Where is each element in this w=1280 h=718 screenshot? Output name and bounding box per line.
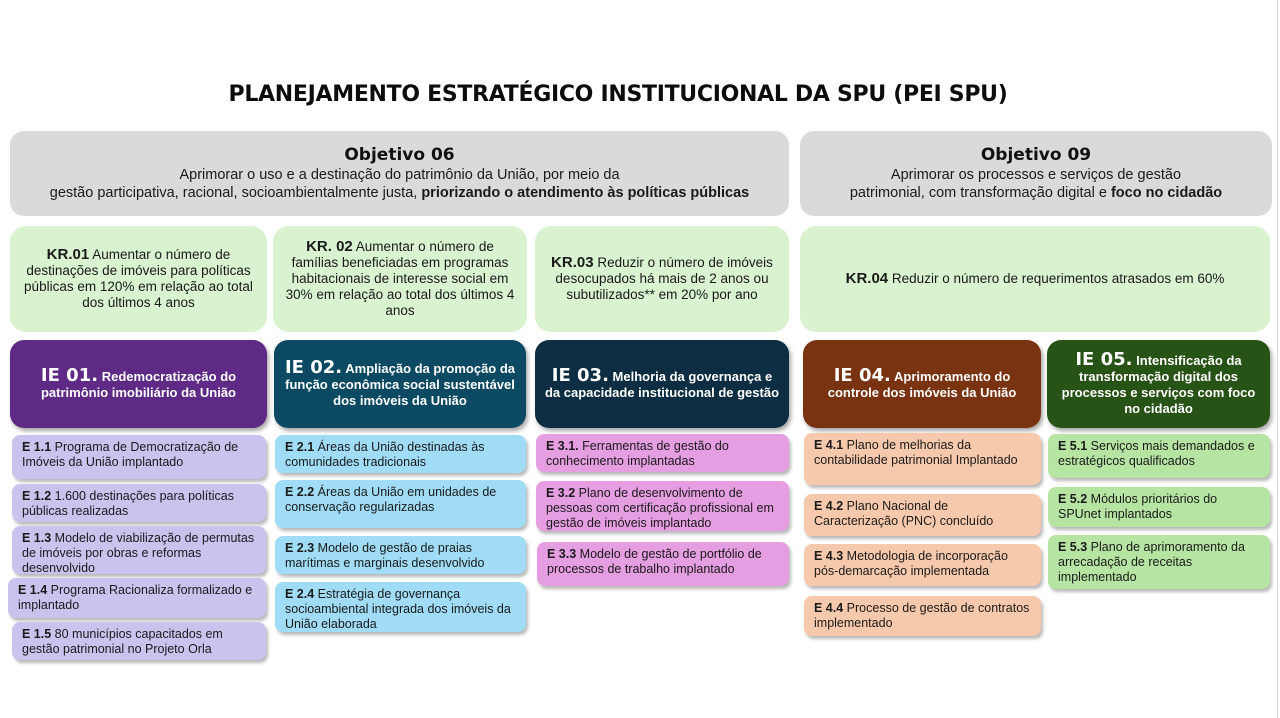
ie-02-code: IE 02.	[284, 356, 343, 378]
ie-04-text: Aprimoramento do controle dos imóveis da União	[827, 368, 1017, 400]
kr-04-text: Reduzir o número de requerimentos atrasados em 60%	[891, 271, 1225, 286]
deliverable-e3-3: E 3.3 Modelo de gestão de portfólio de processos de trabalho implantado	[537, 542, 789, 586]
deliverable-e1-3: E 1.3 Modelo de viabilização de permutas de imóveis por obras e reformas desenvolvido	[12, 526, 266, 574]
kr-03-text: Reduzir o número de imóveis desocupados há mais de 2 anos ou subutilizados** em 20% por ano	[555, 255, 773, 302]
ie-02-box	[274, 340, 526, 428]
deliverable-e5-3: E 5.3 Plano de aprimoramento da arrecadação de receitas implementado	[1048, 535, 1270, 589]
deliverable-e2-2: E 2.2 Áreas da União em unidades de conservação regularizadas	[275, 480, 526, 528]
objective-06-text: Aprimorar o uso e a destinação do patrimônio da União, por meio da gestão participativa, racional, socioambientalmente justa, priorizando o atendimento às políticas públicas	[49, 167, 750, 201]
ie-03-text: Melhoria da governança e da capacidade institucional de gestão	[544, 368, 780, 400]
deliverable-e4-3: E 4.3 Metodologia de incorporação pós-demarcação implementada	[804, 544, 1041, 586]
ie-05-code: IE 05.	[1075, 348, 1133, 370]
objective-09-text: Aprimorar os processos e serviços de gestão patrimonial, com transformação digital e foco no cidadão	[849, 167, 1223, 201]
ie-05-box	[1047, 340, 1270, 428]
right-edge-divider	[1277, 0, 1278, 718]
kr-02-box	[273, 226, 527, 332]
page-title: PLANEJAMENTO ESTRATÉGICO INSTITUCIONAL DA SPU (PEI SPU)	[228, 82, 1008, 107]
ie-05-text: Intensificação da transformação digital dos processos e serviços com foco no cidadão	[1061, 352, 1256, 416]
objective-09-box	[800, 131, 1272, 216]
deliverable-e1-4: E 1.4 Programa Racionaliza formalizado e implantado	[8, 578, 266, 618]
kr-04-code: KR.04	[845, 270, 889, 287]
kr-02-code: KR. 02	[306, 238, 353, 255]
deliverable-e4-4: E 4.4 Processo de gestão de contratos implementado	[804, 596, 1041, 636]
kr-03-code: KR.03	[551, 254, 594, 271]
deliverable-e2-3: E 2.3 Modelo de gestão de praias marítimas e marginais desenvolvido	[275, 536, 526, 574]
ie-02-text: Ampliação da promoção da função econômica social sustentável dos imóveis da União	[285, 360, 516, 408]
ie-03-box	[535, 340, 789, 428]
deliverable-e4-2: E 4.2 Plano Nacional de Caracterização (PNC) concluído	[804, 494, 1041, 536]
objective-06-heading: Objetivo 06	[344, 145, 455, 165]
kr-02-text: Aumentar o número de famílias beneficiadas em programas habitacionais de interesse social em 30% em relação ao total dos últimos 4 anos	[285, 239, 515, 318]
deliverable-e3-2: E 3.2 Plano de desenvolvimento de pessoas com certificação profissional em gestão de imóveis implantado	[536, 481, 789, 531]
kr-01-text: Aumentar o número de destinações de imóveis para políticas públicas em 120% em relação ao total dos últimos 4 anos	[24, 247, 253, 310]
deliverable-e1-5: E 1.5 80 municípios capacitados em gestão patrimonial no Projeto Orla	[12, 622, 266, 660]
deliverable-e1-1: E 1.1 Programa de Democratização de Imóveis da União implantado	[12, 435, 266, 479]
ie-01-box	[10, 340, 267, 428]
objective-09-heading: Objetivo 09	[980, 145, 1092, 165]
ie-04-code: IE 04.	[833, 364, 891, 386]
deliverable-e4-1: E 4.1 Plano de melhorias da contabilidade patrimonial Implantado	[804, 433, 1041, 485]
kr-01-box	[10, 226, 267, 332]
deliverable-e5-2: E 5.2 Módulos prioritários do SPUnet implantados	[1048, 487, 1270, 527]
ie-01-code: IE 01.	[40, 364, 99, 386]
ie-03-code: IE 03.	[551, 364, 609, 386]
deliverable-e5-1: E 5.1 Serviços mais demandados e estratégicos qualificados	[1048, 434, 1270, 478]
deliverable-e2-4: E 2.4 Estratégia de governança socioambiental integrada dos imóveis da União elaborada	[275, 582, 526, 632]
ie-04-box	[803, 340, 1041, 428]
kr-01-code: KR.01	[46, 246, 90, 263]
deliverable-e3-1: E 3.1. Ferramentas de gestão do conhecimento implantadas	[536, 434, 789, 472]
deliverable-e2-1: E 2.1 Áreas da União destinadas às comunidades tradicionais	[275, 435, 526, 473]
kr-03-box	[535, 226, 789, 332]
objective-06-box	[10, 131, 789, 216]
kr-04-box	[800, 226, 1270, 332]
ie-01-text: Redemocratização do patrimônio imobiliário da União	[40, 368, 237, 400]
deliverable-e1-2: E 1.2 1.600 destinações para políticas públicas realizadas	[12, 484, 266, 522]
